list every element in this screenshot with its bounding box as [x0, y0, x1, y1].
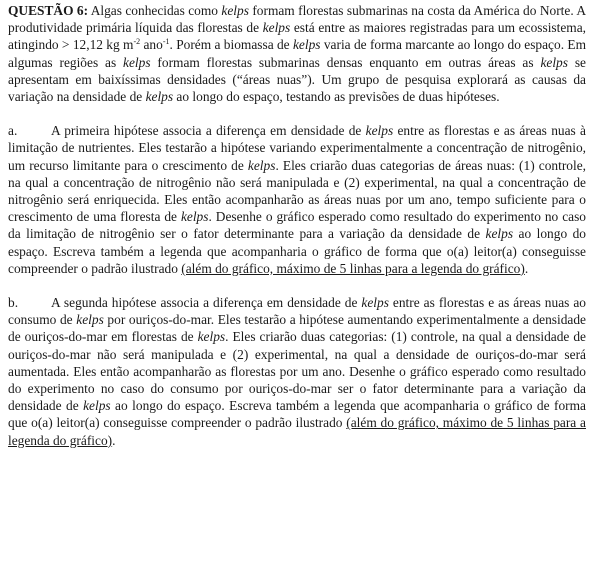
item-b-legend-limit: (além do gráfico, máximo de 5 linhas para a legenda do gráfico) — [8, 415, 586, 448]
question-intro: QUESTÃO 6: Algas conhecidas como kelps formam florestas submarinas na costa da América do Norte. A produtividade primária líquida das florestas de kelps está entre as maiores registradas para um ecossistema, atingindo > 12,12 kg $m^{-2}$ ano$^{-1}$. Porém a biomassa de kelps varia de forma marcante ao longo do espaço. Em algumas regiões as kelps formam florestas submarinas densas enquanto em outras áreas as kelps se apresentam em baixíssimas densidades (“áreas nuas”). Um grupo de pesquisa explorará as causas da variação na densidade de kelps ao longo do espaço, testando as previsões de duas hipóteses. — [8, 3, 586, 105]
item-b: b. A segunda hipótese associa a diferença em densidade de kelps entre as florestas e as áreas nuas ao consumo de kelps por ouriços-do-mar. Eles testarão a hipótese aumentando experimentalmente a densidade de ouriços-do-mar em florestas de kelps. Eles criarão duas categorias: (1) controle, na qual a densidade de ouriços-do-mar não será manipulada e (2) experimental, na qual a densidade de ouriços-do-mar será aumentada. Eles então acompanharão as florestas por um ano. Desenhe o gráfico esperado como resultado do experimento no caso do consumo por ouriços-do-mar ser o fator determinante para a variação da densidade de kelps ao longo do espaço. Escreva também a legenda que acompanharia o gráfico de forma que o(a) leitor(a) conseguisse compreender o padrão ilustrado (além do gráfico, máximo de 5 linhas para a legenda do gráfico). — [8, 295, 586, 448]
item-a: a. A primeira hipótese associa a diferença em densidade de kelps entre as florestas e as áreas nuas à limitação de nutrientes. Eles testarão a hipótese variando experimentalmente a concentração de nitrogênio, um recurso limitante para o crescimento de kelps. Eles criarão duas categorias de áreas nuas: (1) controle, na qual a concentração de nitrogênio não será manipulada e (2) experimental, na qual a concentração de nitrogênio será enriquecida. Eles então acompanharão as áreas nuas por um ano, tempo suficiente para o crescimento de uma floresta de kelps. Desenhe o gráfico esperado como resultado do experimento no caso da limitação de nitrogênio ser o fator determinante para a variação da densidade de kelps ao longo do espaço. Escreva também a legenda que acompanharia o gráfico de forma que o(a) leitor(a) conseguisse compreender o padrão ilustrado (além do gráfico, máximo de 5 linhas para a legenda do gráfico). — [8, 123, 587, 276]
item-b-letter: b. — [8, 295, 19, 311]
item-a-letter: a. — [8, 123, 18, 139]
item-a-legend-limit: (além do gráfico, máximo de 5 linhas para a legenda do gráfico) — [181, 260, 525, 276]
question-title: QUESTÃO 6: — [8, 3, 89, 18]
exam-page — [8, 2, 586, 466]
